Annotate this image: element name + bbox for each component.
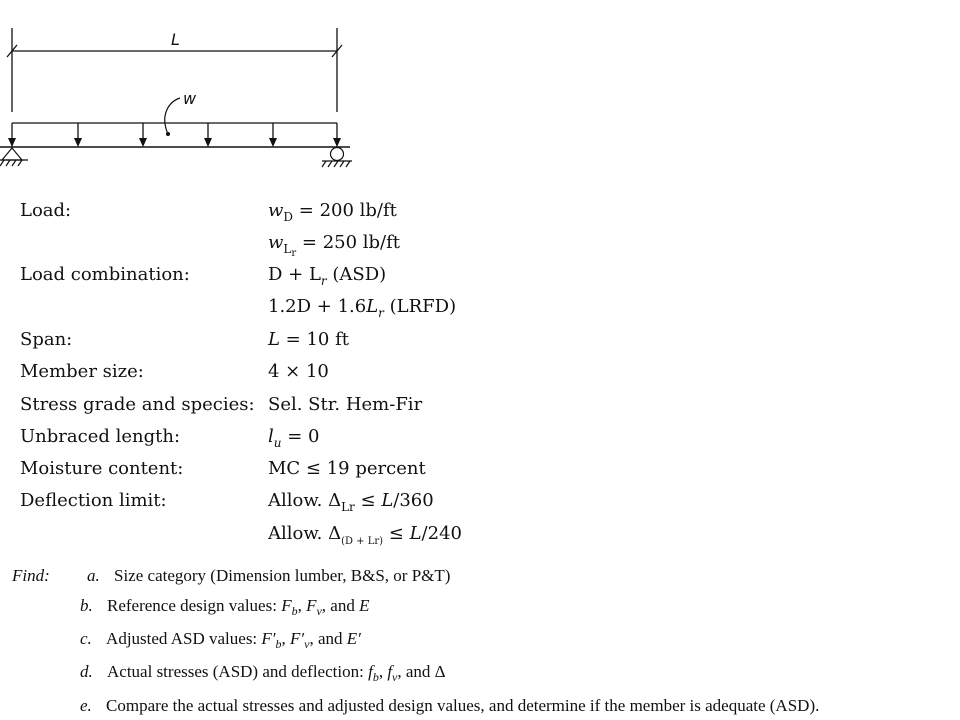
load-arrow xyxy=(139,123,147,147)
find-item-e xyxy=(80,696,819,716)
roller-support xyxy=(322,148,352,168)
given-value: Allow. $\Delta_{Lr} \le L/360$ xyxy=(268,490,434,514)
find-letter: d. xyxy=(80,662,93,681)
given-value: 4 × 10 xyxy=(268,361,329,382)
given-label: Load: xyxy=(20,200,72,221)
given-label: Unbraced length: xyxy=(20,426,181,447)
find-letter: e. xyxy=(80,696,92,715)
given-label: Moisture content: xyxy=(20,458,184,479)
span-label: L xyxy=(171,30,180,49)
distributed-load xyxy=(8,123,341,147)
given-label: Load combination: xyxy=(20,264,190,285)
find-text: Adjusted ASD values: $F'_b$, $F'_v$, and E′ xyxy=(106,629,361,652)
find-heading: Find: xyxy=(12,566,50,585)
given-value: L = 10 ft xyxy=(268,329,349,350)
given-value: Sel. Str. Hem-Fir xyxy=(268,394,423,415)
find-text: Size category (Dimension lumber, B&S, or P&T) xyxy=(114,566,451,585)
given-value: $D + L_r$ (ASD) xyxy=(268,264,387,288)
find-item-b xyxy=(80,596,370,619)
given-label: Deflection limit: xyxy=(20,490,167,511)
load-leader xyxy=(165,98,180,134)
given-label: Stress grade and species: xyxy=(20,394,255,415)
given-value: MC ≤ 19 percent xyxy=(268,458,426,479)
load-arrow xyxy=(269,123,277,147)
given-label: Member size: xyxy=(20,361,144,382)
find-text: Reference design values: $F_b$, $F_v$, and E xyxy=(107,596,370,619)
load-arrow xyxy=(74,123,82,147)
given-value: Allow. $\Delta_{(D + Lr)} \le L/240$ xyxy=(268,523,462,547)
find-letter: c. xyxy=(80,629,92,648)
find-text: Actual stresses (ASD) and deflection: $f_b$, $f_v$, and Δ xyxy=(107,662,446,685)
find-text: Compare the actual stresses and adjusted design values, and determine if the member is adequate (ASD). xyxy=(106,696,820,715)
pin-support xyxy=(0,148,28,166)
find-item-c xyxy=(80,629,361,652)
find-item-a xyxy=(87,566,450,586)
given-value: $w_{L_r} = 250$ lb/ft xyxy=(268,232,401,259)
given-value: $1.2D + 1.6L_r$ (LRFD) xyxy=(268,296,457,320)
find-letter: b. xyxy=(80,596,93,615)
given-value: $l_u = 0$ xyxy=(268,426,320,450)
find-letter: a. xyxy=(87,566,100,585)
find-item-d xyxy=(80,662,446,685)
load-arrow xyxy=(204,123,212,147)
given-label: Span: xyxy=(20,329,73,350)
load-label: w xyxy=(183,89,197,108)
given-value: $w_D = 200$ lb/ft xyxy=(268,200,397,224)
beam-diagram xyxy=(0,0,380,180)
